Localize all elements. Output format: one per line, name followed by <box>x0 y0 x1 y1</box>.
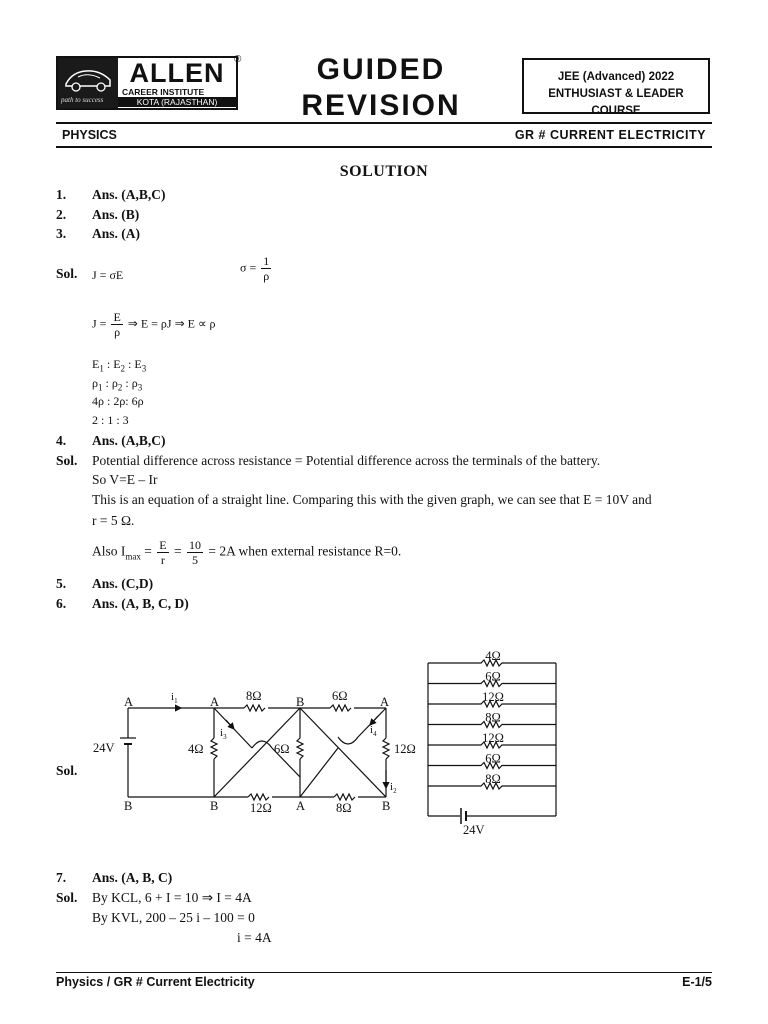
f2-den: 5 <box>191 553 198 567</box>
j-fraction <box>111 310 122 339</box>
subject-label: PHYSICS <box>62 128 117 142</box>
node-b-2: B <box>210 799 219 813</box>
node-b-top: B <box>296 695 305 709</box>
q2-answer: Ans. (B) <box>92 207 140 222</box>
page-number: E-1/5 <box>682 975 712 989</box>
rho1: ρ <box>92 376 98 390</box>
circuit-diagram <box>0 640 768 840</box>
q3-eq-sigma <box>240 254 273 283</box>
i3-text: i <box>220 727 224 739</box>
node-a-left: A <box>124 695 134 709</box>
resistor-12-right: 12Ω <box>394 742 416 756</box>
j-denominator: ρ <box>114 325 121 339</box>
q5-number: 5. <box>56 576 67 591</box>
q1-answer: Ans. (A,B,C) <box>92 187 166 202</box>
q3-eq-j-e-rho <box>92 310 216 339</box>
q3-sol-label: Sol. <box>56 266 78 281</box>
i2-text: i <box>390 781 394 793</box>
f2-num: 10 <box>188 538 201 552</box>
q4-sol-label: Sol. <box>56 453 78 468</box>
q4-line-4: r = 5 Ω. <box>92 513 135 528</box>
q1-number: 1. <box>56 187 67 202</box>
q3-number: 3. <box>56 226 67 241</box>
q7-line-2: By KVL, 200 – 25 i – 100 = 0 <box>92 910 255 925</box>
logo-tagline: path to success <box>61 96 104 104</box>
f1-den: r <box>160 553 165 567</box>
rho3: ρ <box>131 376 138 390</box>
sigma-denominator: ρ <box>263 269 270 283</box>
q4-imax-eq: Also $I_{max}$ = $\frac{E}{r}$ = $\frac{10}{5}$ = 2A when external resistance R=0. <box>92 538 402 567</box>
i4-text: i <box>370 724 374 736</box>
resistor-8-top: 8Ω <box>246 689 262 703</box>
q3-rho-values: 4ρ : 2ρ: 6ρ <box>92 394 144 408</box>
node-b-right: B <box>382 799 391 813</box>
e3: E <box>134 357 142 371</box>
logo-location: KOTA (RAJASTHAN) <box>118 97 236 107</box>
sigma-numerator: 1 <box>263 254 270 268</box>
logo-name: ALLEN <box>129 58 225 88</box>
topic-label: GR # CURRENT ELECTRICITY <box>514 128 706 142</box>
also-i: Also I <box>92 543 126 559</box>
q4-line-1: Potential difference across resistance = Potential difference across the terminals of the battery. <box>92 453 601 468</box>
resistor-12-bottom: 12Ω <box>250 801 272 815</box>
parallel-resistor-label-5: 12Ω <box>482 731 504 745</box>
q6-sol-label: Sol. <box>56 763 78 778</box>
parallel-resistor-label-2: 6Ω <box>485 669 501 684</box>
node-a-3: A <box>380 695 390 709</box>
parallel-resistor-label-4: 8Ω <box>485 710 501 725</box>
parallel-resistor-rows <box>428 649 556 789</box>
node-a-bottom: A <box>296 799 306 813</box>
max-sub: max <box>125 551 141 562</box>
q3-eq-j-sigma-e: J = σE <box>92 268 124 282</box>
logo-subtitle: CAREER INSTITUTE <box>122 87 205 97</box>
title-line-1: GUIDED <box>316 53 446 86</box>
course-box <box>522 58 710 117</box>
footer-rule <box>56 972 712 973</box>
q3-e-ratio: $E_1$ : $E_2$ : $E_3$ <box>92 357 147 374</box>
q4-line-3: This is an equation of a straight line. Comparing this with the given graph, we can see that E = 10V and <box>92 492 652 507</box>
q3-rho-ratio: $\rho_1$ : $\rho_2$ : $\rho_3$ <box>92 376 143 393</box>
parallel-resistor-label-3: 12Ω <box>482 690 504 704</box>
node-a-2: A <box>210 695 220 709</box>
q4-answer: Ans. (A,B,C) <box>92 433 166 448</box>
parallel-resistor-label-6: 6Ω <box>485 751 501 766</box>
imax-tail: = 2A when external resistance R=0. <box>208 543 402 559</box>
solution-title: SOLUTION <box>339 163 429 180</box>
j-numerator: E <box>113 310 121 324</box>
q7-line-3: i = 4A <box>237 930 272 945</box>
header-rule-bottom <box>56 146 712 148</box>
page-title <box>298 52 464 124</box>
q7-line-1: By KCL, 6 + I = 10 ⇒ I = 4A <box>92 890 252 905</box>
q7-sol-label: Sol. <box>56 890 78 905</box>
e1: E <box>92 357 100 371</box>
resistor-6-top: 6Ω <box>332 689 348 703</box>
q4-number: 4. <box>56 433 67 448</box>
battery-24v-left: 24V <box>93 741 115 755</box>
course-line-1: JEE (Advanced) 2022 <box>557 71 675 83</box>
q2-number: 2. <box>56 207 67 222</box>
current-i4: $i_4$ <box>370 724 377 738</box>
j-rest: ⇒ E = ρJ ⇒ E ∝ ρ <box>127 316 216 331</box>
sigma-fraction <box>261 254 271 283</box>
rho2: ρ <box>111 376 118 390</box>
q7-answer: Ans. (A, B, C) <box>92 870 173 885</box>
q5-answer: Ans. (C,D) <box>92 576 154 591</box>
allen-logo <box>56 56 238 110</box>
header-rule-top <box>56 122 712 124</box>
ten-over-five <box>187 538 203 567</box>
resistor-8-bottom: 8Ω <box>336 801 352 815</box>
car-logo-icon <box>58 58 118 108</box>
i1-text: i <box>171 691 175 703</box>
footer-left: Physics / GR # Current Electricity <box>56 975 255 989</box>
sigma-lhs: σ = <box>240 260 257 275</box>
q6-number: 6. <box>56 596 67 611</box>
e-over-r <box>157 538 168 567</box>
current-i1: $i_1$ <box>171 691 178 705</box>
course-line-2: ENTHUSIAST & LEADER COURSE <box>548 88 684 117</box>
resistor-4-left: 4Ω <box>188 742 204 756</box>
title-line-2: REVISION <box>301 89 461 122</box>
parallel-resistor-label-7: 8Ω <box>485 772 501 786</box>
resistor-6-mid: 6Ω <box>274 742 290 756</box>
e2: E <box>113 357 121 371</box>
q7-number: 7. <box>56 870 67 885</box>
parallel-resistor-label-1: 4Ω <box>485 649 501 663</box>
current-i3: $i_3$ <box>220 727 227 741</box>
j-lhs: J = <box>92 316 107 331</box>
q6-answer: Ans. (A, B, C, D) <box>92 596 189 611</box>
q4-line-2: So V=E – Ir <box>92 472 158 487</box>
f1-num: E <box>159 538 167 552</box>
q3-final-ratio: 2 : 1 : 3 <box>92 413 129 427</box>
battery-24v-right: 24V <box>463 823 485 837</box>
current-i2: $i_2$ <box>390 781 397 795</box>
registered-mark: ® <box>234 54 242 65</box>
q3-answer: Ans. (A) <box>92 226 141 241</box>
node-b-left: B <box>124 799 133 813</box>
